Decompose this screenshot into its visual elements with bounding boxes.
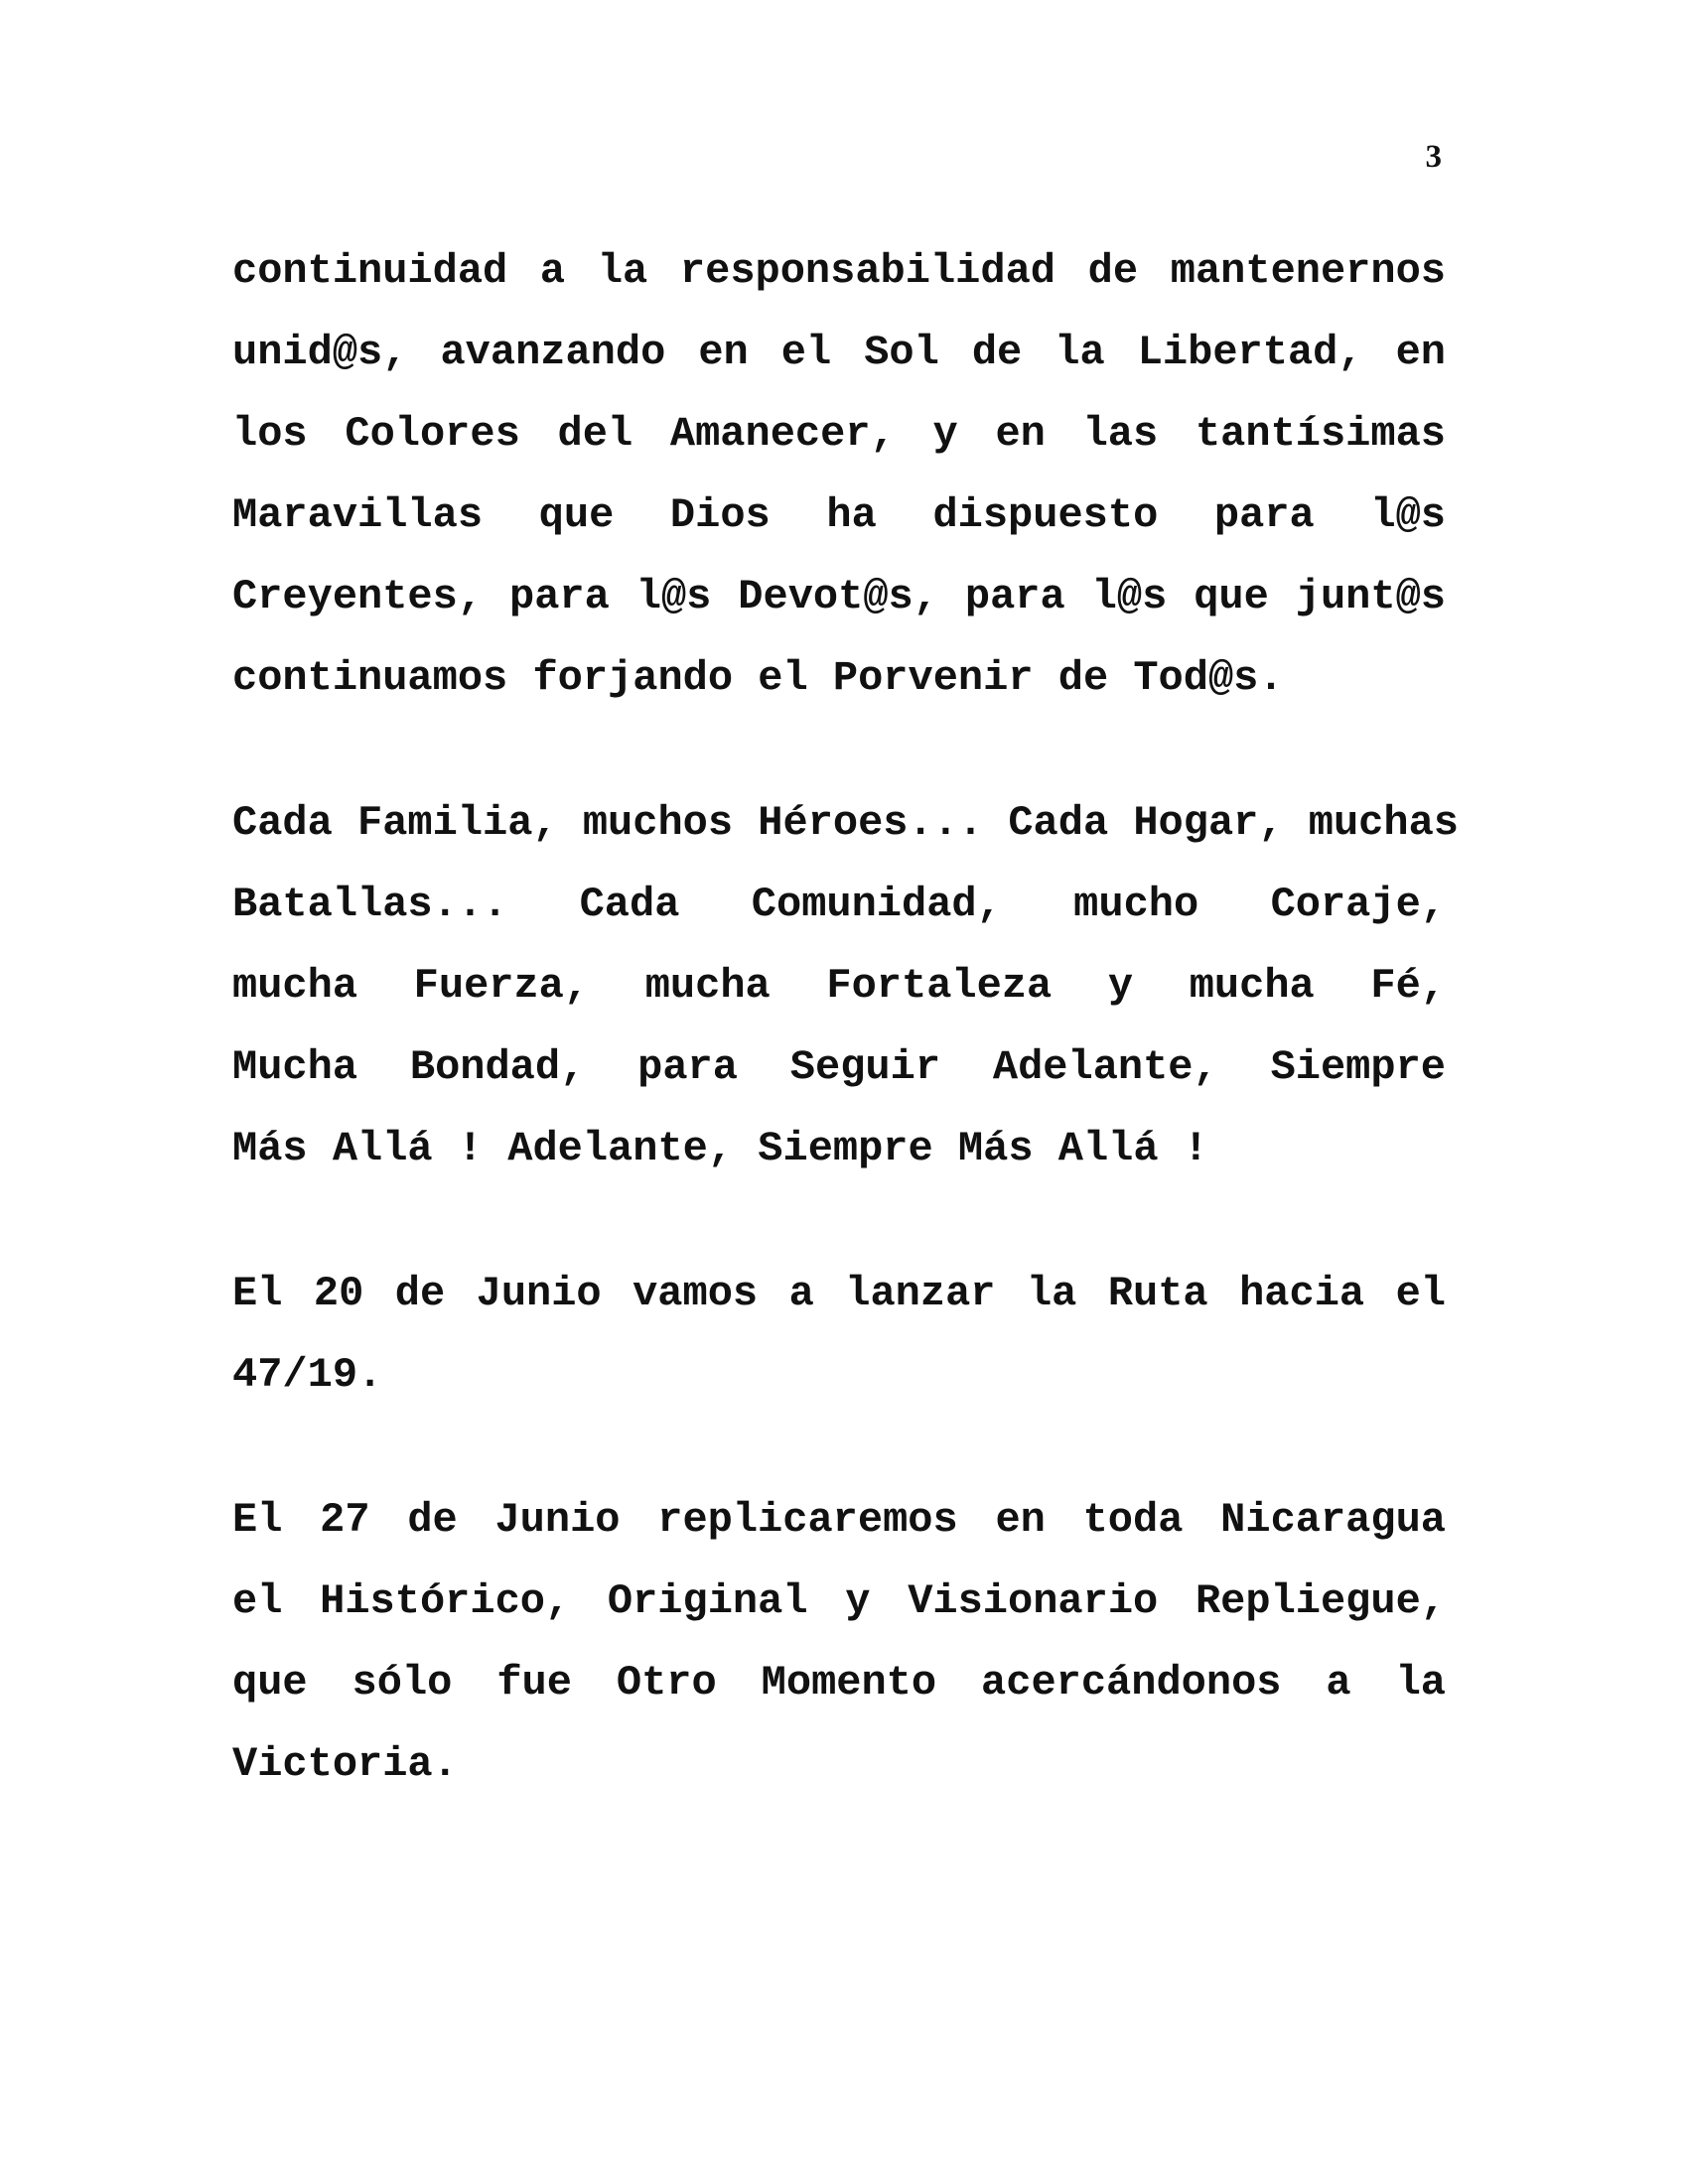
paragraph-4 <box>232 1479 1446 1805</box>
text-line: continuamos forjando el Porvenir de Tod@s. <box>232 654 1284 702</box>
text-line: unid@s, avanzando en el Sol de la Libertad, en <box>232 329 1446 376</box>
text-line: Mucha Bondad, para Seguir Adelante, Siempre <box>232 1043 1446 1091</box>
text-line: El 27 de Junio replicaremos en toda Nicaragua <box>232 1496 1446 1544</box>
text-line: Creyentes, para l@s Devot@s, para l@s que junt@s <box>232 573 1446 620</box>
text-line: Maravillas que Dios ha dispuesto para l@s <box>232 491 1446 539</box>
text-line: mucha Fuerza, mucha Fortaleza y mucha Fé, <box>232 962 1446 1010</box>
text-line: continuidad a la responsabilidad de mantenernos <box>232 247 1446 295</box>
text-line: Cada Familia, muchos Héroes... Cada Hogar, muchas <box>232 799 1460 847</box>
text-line: El 20 de Junio vamos a lanzar la Ruta hacia el <box>232 1270 1446 1317</box>
paragraph-3 <box>232 1253 1446 1416</box>
page-number: 3 <box>1425 139 1442 175</box>
text-line: Más Allá ! Adelante, Siempre Más Allá ! <box>232 1125 1208 1172</box>
text-line: que sólo fue Otro Momento acercándonos a la <box>232 1659 1446 1706</box>
text-line: Batallas... Cada Comunidad, mucho Coraje, <box>232 881 1446 928</box>
text-line: los Colores del Amanecer, y en las tantísimas <box>232 410 1446 458</box>
text-line: 47/19. <box>232 1351 383 1399</box>
text-line: el Histórico, Original y Visionario Repliegue, <box>232 1577 1446 1625</box>
text-line: Victoria. <box>232 1740 458 1788</box>
paragraph-1 <box>232 230 1446 719</box>
body-text <box>232 230 1460 1868</box>
paragraph-2 <box>232 782 1460 1189</box>
